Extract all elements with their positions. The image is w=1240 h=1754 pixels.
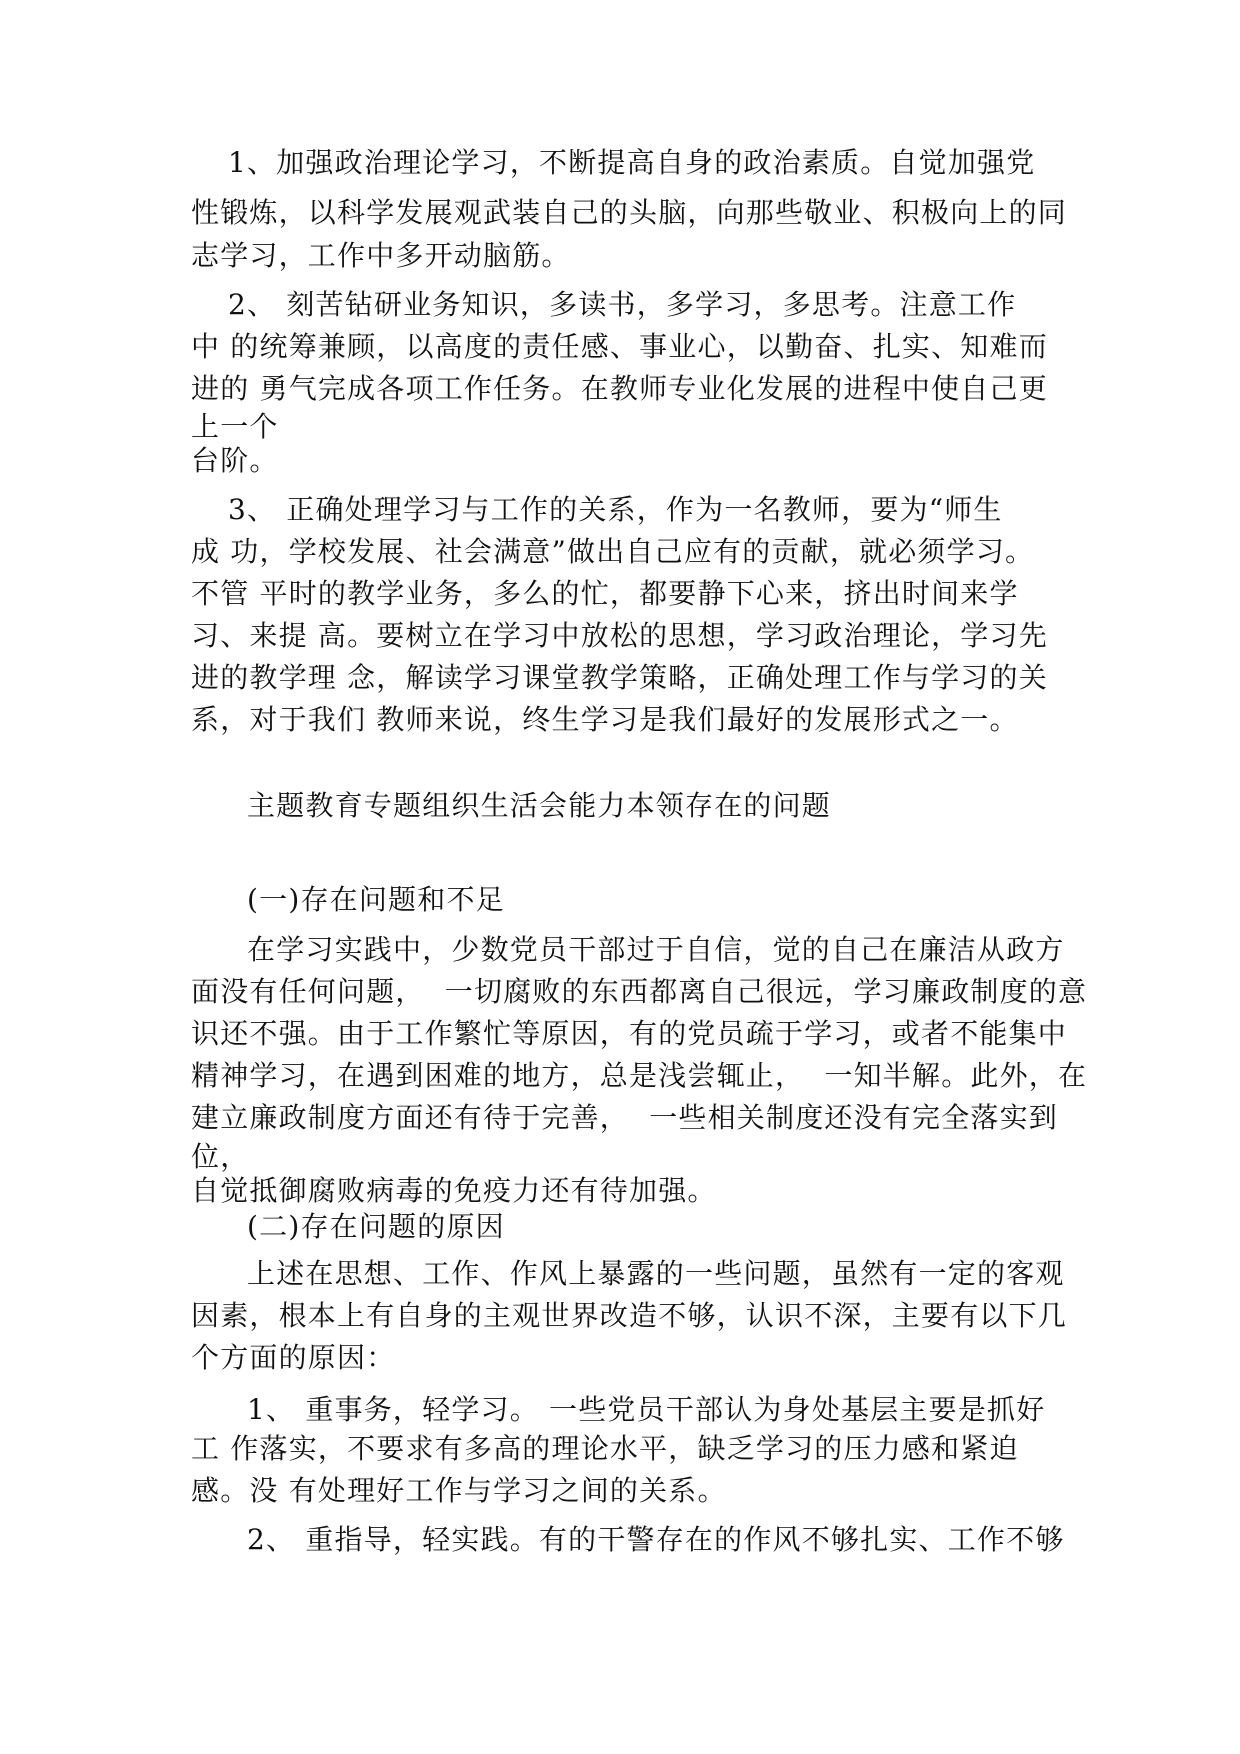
text-line: 个方面的原因： [191,1341,396,1374]
text-line: 2、 重指导，轻实践。有的干警存在的作风不够扎实、工作不够 [247,1523,1065,1556]
text-line: 上述在思想、工作、作风上暴露的一些问题，虽然有一定的客观 [247,1257,1065,1290]
text-line: 位， [191,1140,250,1173]
text-line: 台阶。 [191,444,279,477]
text-line: 3、 正确处理学习与工作的关系，作为一名教师，要为“师生 [228,493,1003,526]
text-line: 上一个 [191,410,279,443]
text-line: 感。没 有处理好工作与学习之间的关系。 [191,1474,727,1507]
text-line: 志学习，工作中多开动脑筋。 [191,239,571,272]
text-line: 不管 平时的教学业务，多么的忙，都要静下心来，挤出时间来学 [191,577,1019,610]
subheading: (一)存在问题和不足 [247,883,505,916]
text-line: 工 作落实，不要求有多高的理论水平，缺乏学习的压力感和紧迫 [191,1432,1019,1465]
text-line: 面没有任何问题， 一切腐败的东西都离自己很远，学习廉政制度的意 [191,975,1088,1008]
text-line: 建立廉政制度方面还有待于完善， 一些相关制度还没有完全落实到 [191,1101,1059,1134]
text-line: 精神学习，在遇到困难的地方，总是浅尝辄止， 一知半解。此外，在 [191,1059,1088,1092]
text-line: 中 的统筹兼顾，以高度的责任感、事业心，以勤奋、扎实、知难而 [191,330,1048,363]
text-line: 进的 勇气完成各项工作任务。在教师专业化发展的进程中使自己更 [191,372,1048,405]
text-line: 2、 刻苦钻研业务知识，多读书，多学习，多思考。注意工作 [228,288,1017,321]
text-line: 进的教学理 念，解读学习课堂教学策略，正确处理工作与学习的关 [191,661,1048,694]
subheading: (二)存在问题的原因 [247,1210,505,1243]
text-line: 习、来提 高。要树立在学习中放松的思想，学习政治理论，学习先 [191,619,1048,652]
text-line: 1、 重事务，轻学习。 一些党员干部认为身处基层主要是抓好 [247,1393,1046,1426]
text-line: 自觉抵御腐败病毒的免疫力还有待加强。 [191,1174,717,1207]
text-line: 成 功，学校发展、社会满意”做出自己应有的贡献，就必须学习。 [191,535,1035,568]
text-line: 性锻炼，以科学发展观武装自己的头脑，向那些敬业、积极向上的同 [191,196,1068,229]
text-line: 识还不强。由于工作繁忙等原因，有的党员疏于学习，或者不能集中 [191,1017,1068,1050]
text-line: 在学习实践中，少数党员干部过于自信，觉的自己在廉洁从政方 [247,933,1065,966]
text-line: 1、加强政治理论学习，不断提高自身的政治素质。自觉加强党 [228,146,1036,179]
section-heading: 主题教育专题组织生活会能力本领存在的问题 [247,789,832,822]
text-line: 因素，根本上有自身的主观世界改造不够，认识不深，主要有以下几 [191,1299,1068,1332]
text-line: 系，对于我们 教师来说，终生学习是我们最好的发展形式之一。 [191,703,1019,736]
